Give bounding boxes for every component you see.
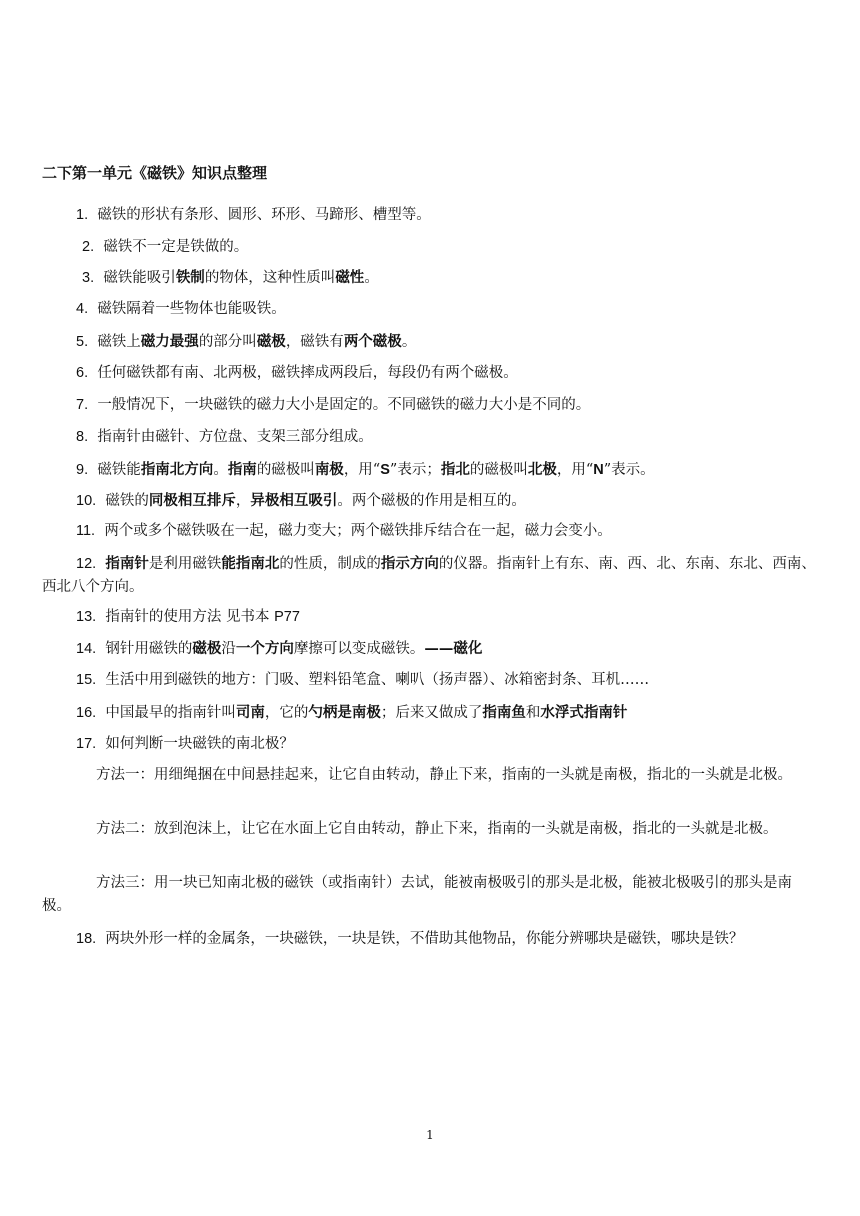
item-text: 磁铁的 [105, 493, 149, 509]
item-text: 的部分叫 [198, 334, 257, 350]
item-text: 方法一：用细绳捆在中间悬挂起来，让它自由转动，静止下来，指南的一头就是南极，指北的一头就是北极。 [96, 767, 792, 783]
item-text: 的性质，制成的 [279, 556, 381, 572]
item-number: 18. [76, 931, 97, 947]
item-number: 13. [76, 609, 97, 625]
item-text: 钢针用磁铁的 [105, 641, 193, 657]
item-text: 沿 [221, 641, 236, 657]
bold-term: 异极相互吸引 [250, 492, 338, 509]
item-text: 磁铁能 [97, 462, 141, 478]
list-item [42, 426, 820, 449]
bold-term: 磁极 [256, 333, 286, 350]
bold-term: 指南针 [105, 555, 149, 572]
bold-term: 指南 [227, 461, 257, 478]
item-text: 的仪器。指南针上有东、南、西、北、东南、东北、西南、西北八个方向。 [42, 556, 816, 595]
item-text: 两个或多个磁铁吸在一起，磁力变大；两个磁铁排斥结合在一起，磁力会变小。 [104, 523, 612, 539]
item-number: 6. [76, 365, 89, 381]
bold-term: 能指南北 [221, 555, 280, 572]
list-item [42, 669, 820, 692]
item-text: 中国最早的指南针叫 [105, 705, 236, 721]
list-item [42, 637, 820, 661]
item-text: 如何判断一块磁铁的南北极？ [105, 736, 294, 752]
item-number: 17. [76, 736, 97, 752]
bold-term: 指南北方向 [140, 461, 214, 478]
item-number: 15. [76, 672, 97, 688]
item-text: ”表示。 [603, 462, 655, 478]
item-text: 任何磁铁都有南、北两极，磁铁摔成两段后，每段仍有两个磁极。 [97, 365, 518, 381]
bold-term: N [593, 462, 604, 478]
bold-term: 两个磁极 [343, 333, 402, 350]
item-text: 磁铁隔着一些物体也能吸铁。 [97, 301, 286, 317]
list-item [42, 606, 820, 629]
list-item [42, 701, 820, 725]
bold-term: 磁性 [335, 269, 365, 286]
page-number: 1 [426, 1128, 434, 1142]
item-text: 的磁极叫 [469, 462, 528, 478]
bold-term: 指示方向 [380, 555, 439, 572]
item-number: 8. [76, 429, 89, 445]
list-item [42, 733, 820, 756]
list-item [42, 266, 820, 290]
item-text: 磁铁不一定是铁做的。 [103, 239, 249, 255]
item-text: 的物体，这种性质叫 [204, 270, 336, 286]
bold-term: 水浮式指南针 [540, 704, 628, 721]
method-paragraph [42, 764, 820, 787]
list-item [42, 458, 820, 482]
item-text: 。 [213, 462, 228, 478]
item-text: 的磁极叫 [256, 462, 315, 478]
item-text: 。两个磁极的作用是相互的。 [337, 493, 526, 509]
document-title: 二下第一单元《磁铁》知识点整理 [42, 164, 268, 182]
method-paragraph [42, 818, 820, 841]
list-item [42, 928, 820, 951]
item-text: ；后来又做成了 [380, 705, 483, 721]
bold-term: S [380, 462, 390, 478]
item-text: 一般情况下，一块磁铁的磁力大小是固定的。不同磁铁的磁力大小是不同的。 [97, 397, 591, 413]
item-number: 10. [76, 493, 97, 509]
bold-term: 指南鱼 [482, 704, 526, 721]
item-number: 11. [76, 523, 96, 539]
item-text: 。 [364, 270, 379, 286]
bold-term: 铁制 [175, 269, 205, 286]
bold-term: 司南 [235, 704, 265, 721]
bold-term: 南极 [314, 461, 344, 478]
item-text: 磁铁能吸引 [103, 270, 176, 286]
bold-term: 同极相互排斥 [148, 492, 236, 509]
item-text: ， [235, 493, 251, 509]
item-text: P77 [274, 609, 300, 625]
item-text: ”表示； [389, 462, 441, 478]
bold-term: 指北 [440, 461, 470, 478]
item-text: 两块外形一样的金属条，一块磁铁，一块是铁，不借助其他物品，你能分辨哪块是磁铁，哪块是铁？ [105, 931, 744, 947]
bold-term: 勺柄是南极 [308, 704, 381, 721]
item-text: 磁铁的形状有条形、圆形、环形、马蹄形、槽型等。 [97, 207, 431, 223]
item-text: 方法二：放到泡沫上，让它在水面上它自由转动，静止下来，指南的一头就是南极，指北的一头就是北极。 [96, 821, 778, 837]
item-text: ，磁铁有 [285, 334, 344, 350]
item-number: 1. [76, 207, 89, 223]
bold-term: 一个方向 [235, 640, 294, 657]
list-item [42, 489, 820, 513]
item-number: 2. [82, 239, 95, 255]
item-text: 方法三：用一块已知南北极的磁铁（或指南针）去试，能被南极吸引的那头是北极，能被北极吸引的那头是南极。 [42, 875, 792, 914]
bold-term: 磁极 [192, 640, 222, 657]
item-number: 3. [82, 270, 95, 286]
item-text: ，用“ [556, 462, 594, 478]
item-number: 14. [76, 641, 97, 657]
item-text: 和 [525, 705, 541, 721]
list-item [42, 520, 820, 543]
list-item [42, 204, 820, 227]
item-number: 7. [76, 397, 89, 413]
list-item [42, 236, 820, 259]
item-text: 磁铁上 [97, 334, 141, 350]
item-number: 5. [76, 334, 89, 350]
list-item [42, 552, 820, 599]
bold-term: ——磁化 [424, 640, 483, 657]
item-number: 4. [76, 301, 89, 317]
item-text: 是利用磁铁 [148, 556, 222, 572]
list-item [42, 298, 820, 321]
bold-term: 北极 [527, 461, 557, 478]
list-item [42, 362, 820, 385]
item-number: 16. [76, 705, 97, 721]
item-number: 12. [76, 556, 97, 572]
bold-term: 磁力最强 [140, 333, 199, 350]
item-text: 生活中用到磁铁的地方：门吸、塑料铅笔盒、喇叭（扬声器）、冰箱密封条、耳机…… [105, 672, 650, 688]
method-paragraph [42, 872, 820, 918]
item-number: 9. [76, 462, 89, 478]
item-text: 摩擦可以变成磁铁。 [293, 641, 425, 657]
list-item [42, 330, 820, 354]
item-text: ，用“ [343, 462, 381, 478]
item-text: 。 [401, 334, 417, 350]
item-text: ，它的 [264, 705, 309, 721]
list-item [42, 394, 820, 417]
item-text: 指南针由磁针、方位盘、支架三部分组成。 [97, 429, 373, 445]
item-text: 指南针的使用方法 见书本 [105, 609, 275, 625]
